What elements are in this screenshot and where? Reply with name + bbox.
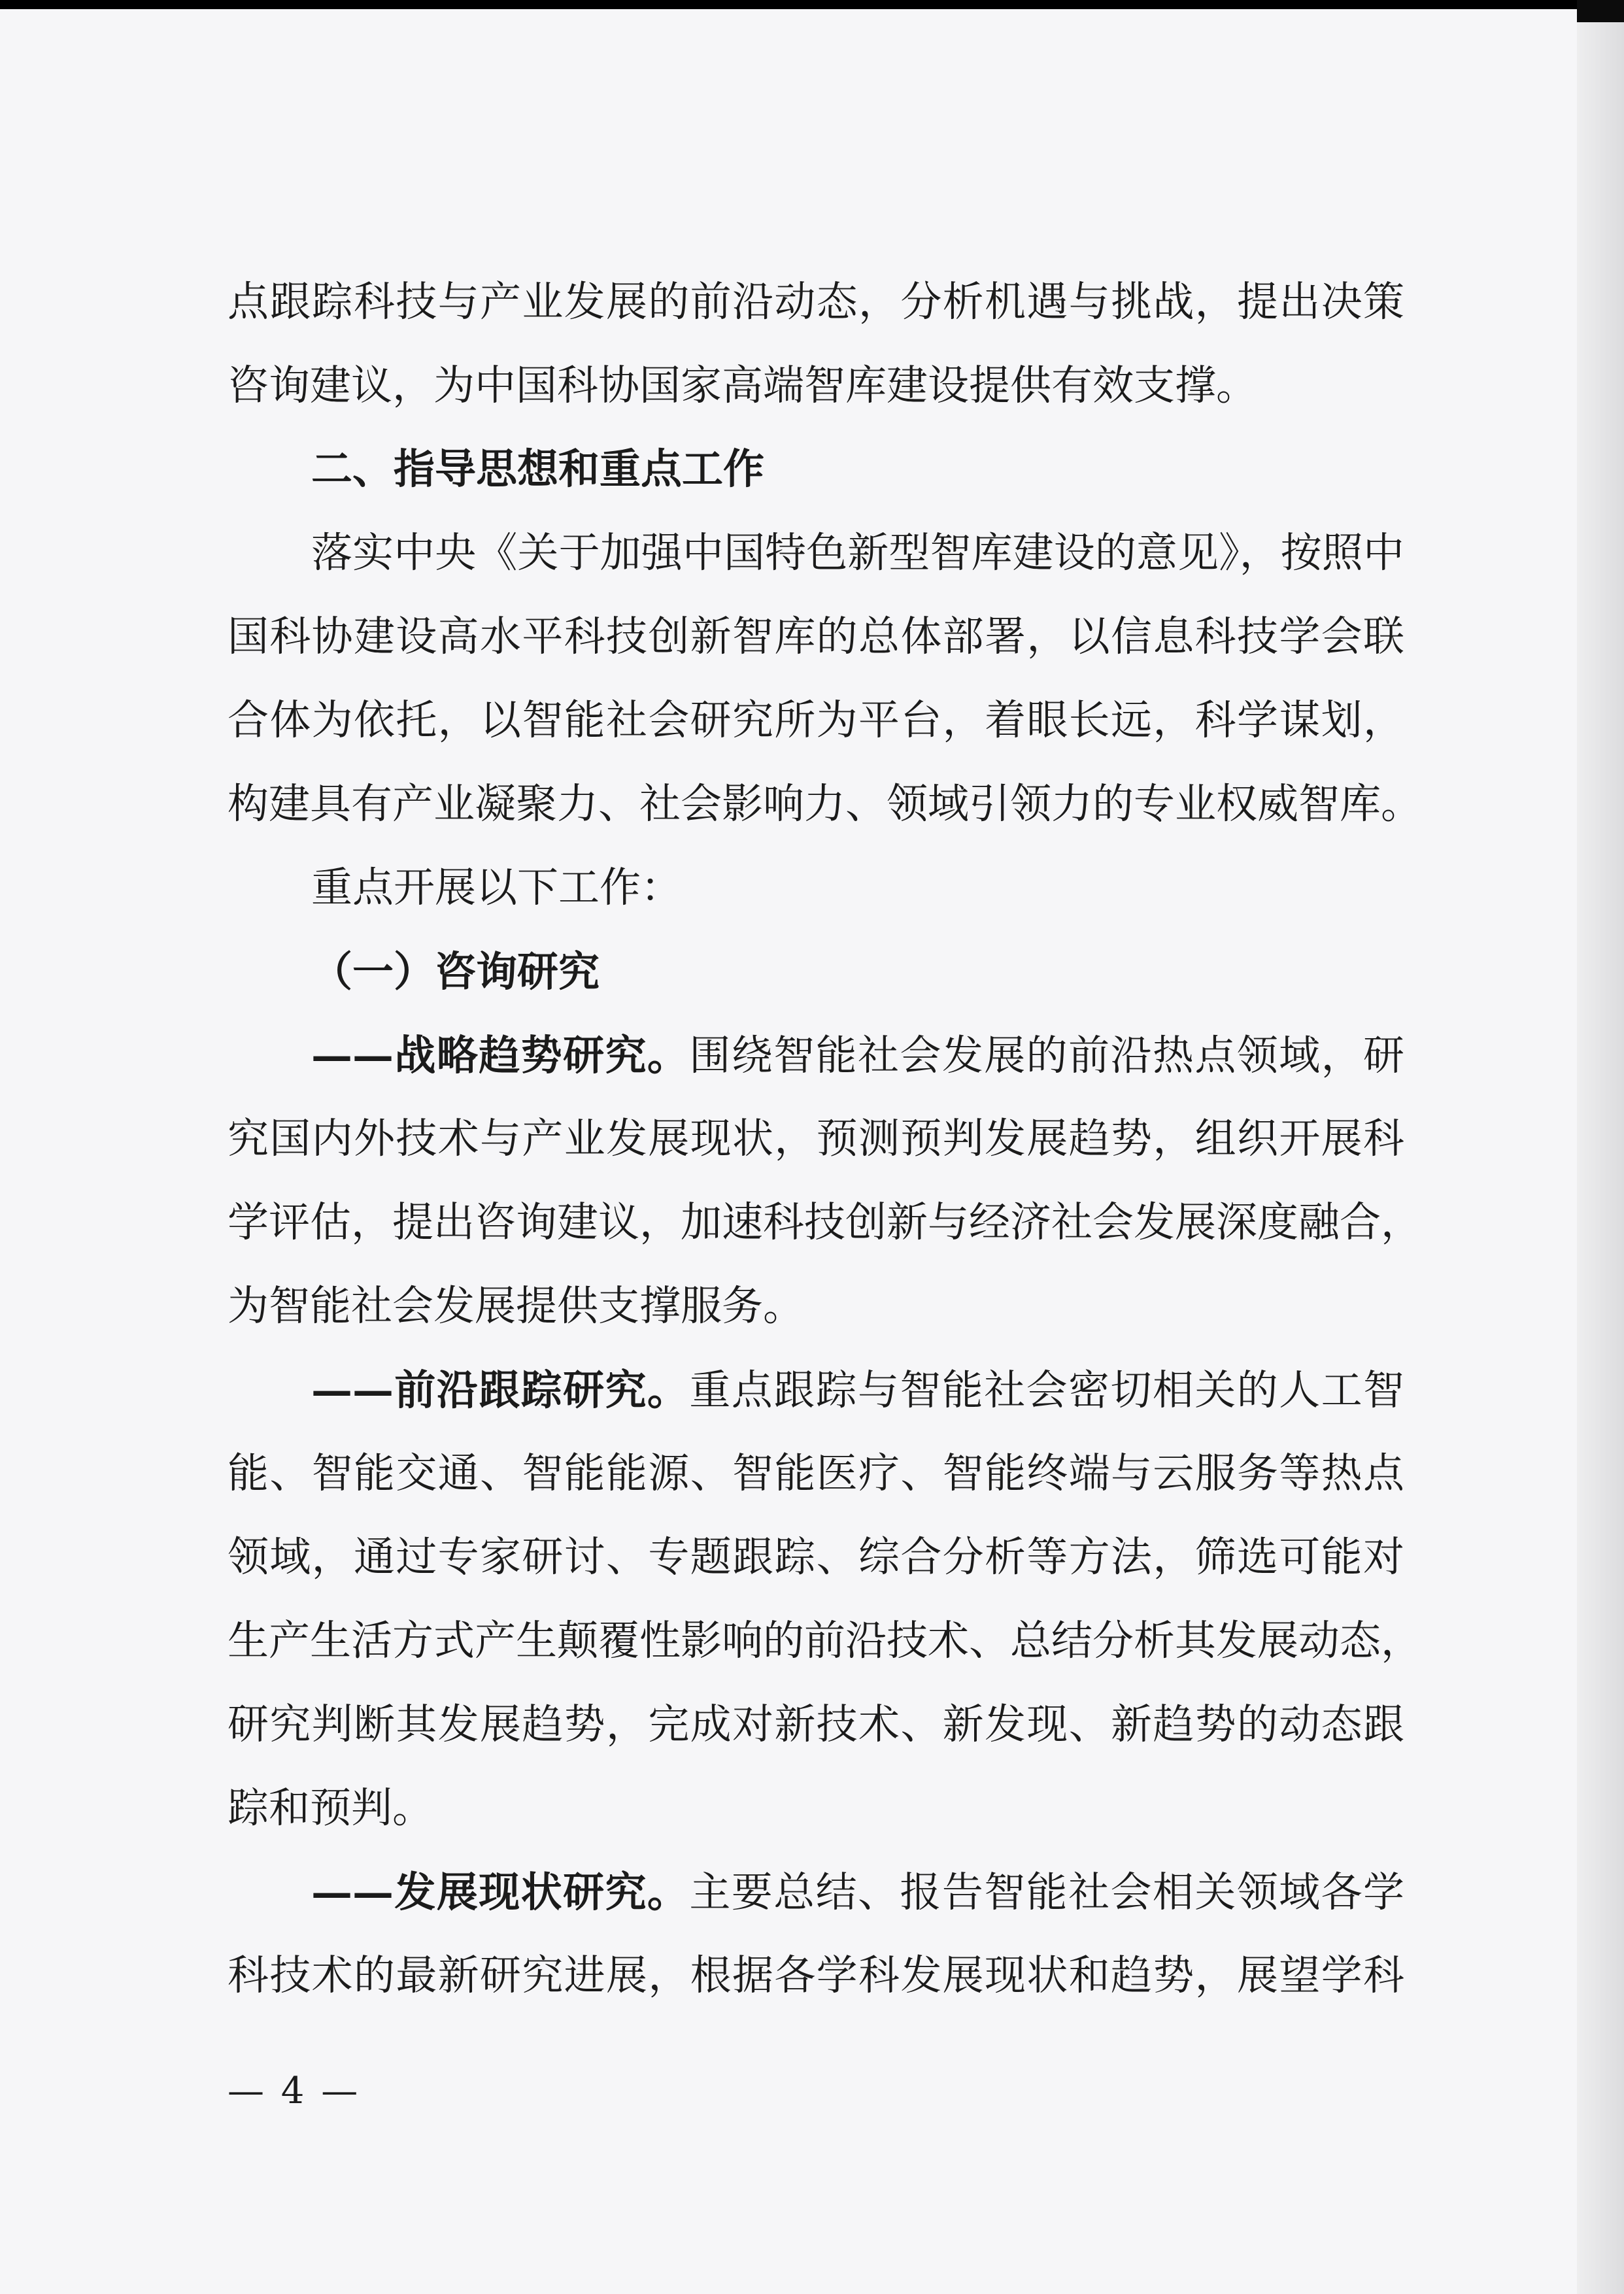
text-line: 科技术的最新研究进展，根据各学科发展现状和趋势，展望学科 (228, 1951, 1404, 1999)
text-line: 学评估，提出咨询建议，加速科技创新与经济社会发展深度融合， (228, 1198, 1422, 1246)
text-line: 点跟踪科技与产业发展的前沿动态，分析机遇与挑战，提出决策 (228, 278, 1404, 326)
text-line: 构建具有产业凝聚力、社会影响力、领域引领力的专业权威智库。 (228, 780, 1422, 828)
text-line: 领域，通过专家研讨、专题跟踪、综合分析等方法，筛选可能对 (228, 1533, 1404, 1581)
page-number: — 4 — (228, 2070, 361, 2112)
text-line: 生产生活方式产生颠覆性影响的前沿技术、总结分析其发展动态， (228, 1617, 1422, 1664)
text-line: 究国内外技术与产业发展现状，预测预判发展趋势，组织开展科 (228, 1115, 1404, 1162)
section-heading: 二、指导思想和重点工作 (311, 445, 764, 493)
scan-corner (1577, 0, 1624, 22)
text-line (228, 1348, 1404, 1432)
text-line: 踪和预判。 (228, 1784, 433, 1832)
text-line: 重点开展以下工作： (311, 864, 682, 911)
text-line: 研究判断其发展趋势，完成对新技术、新发现、新趋势的动态跟 (228, 1700, 1404, 1748)
item-text: 重点跟踪与智能社会密切相关的人工智 (689, 1366, 1405, 1414)
item-text: 围绕智能社会发展的前沿热点领域，研 (689, 1032, 1405, 1079)
text-line: 落实中央《关于加强中国特色新型智库建设的意见》，按照中 (311, 529, 1404, 577)
document-body (228, 260, 1422, 2017)
item-label: ——前沿跟踪研究。 (311, 1366, 690, 1414)
scan-top-edge (0, 0, 1624, 9)
text-line: 国科协建设高水平科技创新智库的总体部署，以信息科技学会联 (228, 613, 1404, 660)
subsection-heading: （一）咨询研究 (311, 947, 600, 996)
text-line (228, 1013, 1404, 1097)
text-line: 合体为依托，以智能社会研究所为平台，着眼长远，科学谋划， (228, 696, 1404, 744)
text-line: 能、智能交通、智能能源、智能医疗、智能终端与云服务等热点 (228, 1449, 1404, 1497)
text-line: 咨询建议，为中国科协国家高端智库建设提供有效支撑。 (228, 362, 1257, 409)
item-text: 主要总结、报告智能社会相关领域各学 (689, 1868, 1405, 1916)
item-label: ——发展现状研究。 (311, 1868, 690, 1916)
text-line (228, 1850, 1404, 1934)
item-label: ——战略趋势研究。 (311, 1031, 690, 1079)
text-line: 为智能社会发展提供支撑服务。 (228, 1282, 804, 1330)
scan-right-edge (1577, 0, 1624, 2294)
